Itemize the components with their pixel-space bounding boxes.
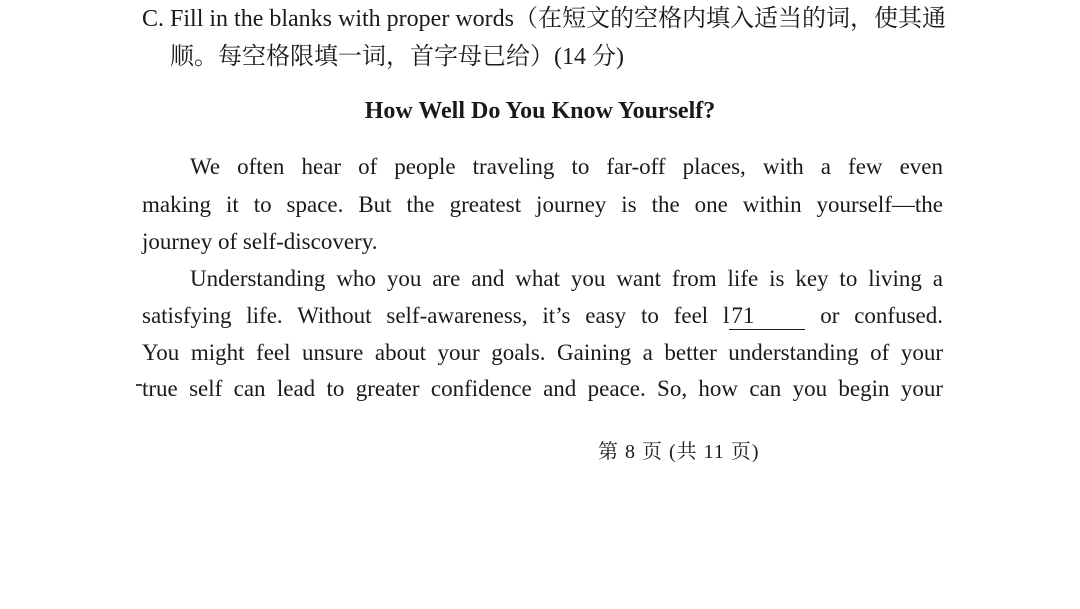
margin-mark (136, 384, 142, 386)
section-instruction-line-1: C. Fill in the blanks with proper words（在短文的空格内填入适当的词，使其通 (142, 6, 946, 32)
paragraph-1-line-2: making it to space. But the greatest journey is the one within yourself—the (142, 192, 943, 217)
page-number: 第 8 页 (共 11 页) (598, 441, 760, 463)
paragraph-2-line-1: Understanding who you are and what you want from life is key to living a (190, 266, 943, 291)
paragraph-2-line-4: true self can lead to greater confidence and peace. So, how can you begin your (142, 376, 943, 401)
paragraph-2-line-2-after: or confused. (805, 303, 943, 328)
paragraph-2-line-2 (142, 299, 943, 333)
blank-71[interactable]: 71 (729, 303, 805, 330)
section-instruction-line-2: 顺。每空格限填一词，首字母已给）(14 分) (170, 44, 624, 70)
paragraph-1-line-1: We often hear of people traveling to far-off places, with a few even (190, 154, 943, 179)
paragraph-1-line-3: journey of self-discovery. (142, 229, 378, 254)
paragraph-2-line-2-before: satisfying life. Without self-awareness, it’s easy to feel l (142, 303, 730, 328)
paragraph-2-line-3: You might feel unsure about your goals. Gaining a better understanding of your (142, 340, 943, 365)
passage-title: How Well Do You Know Yourself? (364, 98, 716, 124)
